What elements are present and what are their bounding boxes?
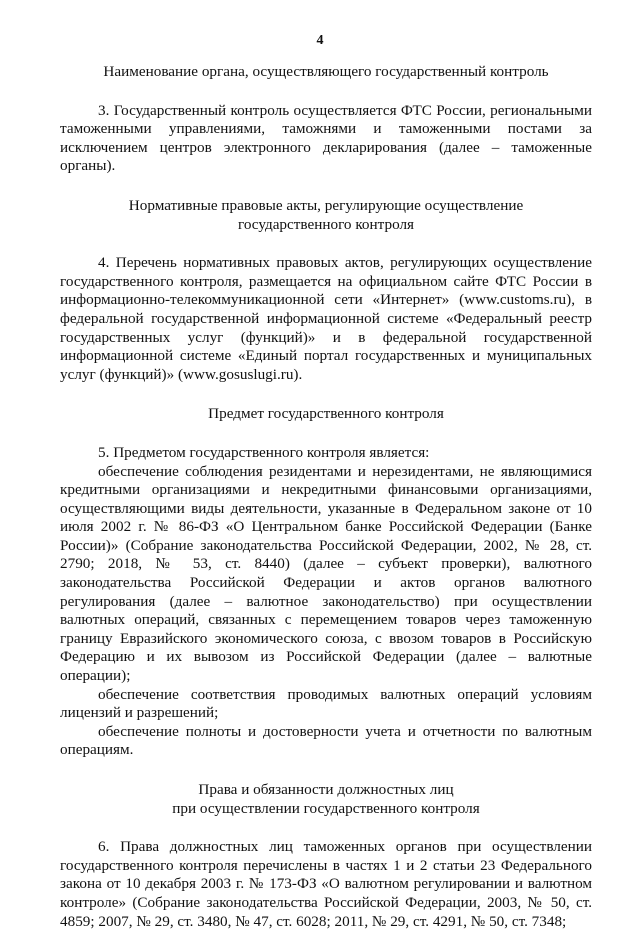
paragraph-3: 3. Государственный контроль осуществляется ФТС России, региональными таможенными управлениями, таможнями и таможенными постами за исключением центров электронного декларирования (далее – таможенные органы). (60, 101, 592, 175)
paragraph-5: 5. Предметом государственного контроля является: (98, 443, 430, 461)
document-body (60, 63, 592, 931)
section-heading-legal-acts (60, 197, 592, 234)
heading-line: государственного контроля (237, 215, 415, 233)
paragraph-6: 6. Права должностных лиц таможенных органов при осуществлении государственного контроля перечислены в частях 1 и 2 статьи 23 Федерального закона от 10 декабря 2003 г. № 173-ФЗ «О валютном регулировании и валютном контроле» (Собрание законодательства Российской Федерации, 2003, № 50, ст. 4859; 2007, № 29, ст. 3480, № 47, ст. 6028; 2011, № 29, ст. 4291, № 50, ст. 7348; (60, 838, 592, 930)
heading-line: при осуществлении государственного контроля (172, 799, 480, 817)
section-heading-subject (60, 405, 592, 424)
paragraph-4: 4. Перечень нормативных правовых актов, регулирующих осуществление государственного контроля, размещается на официальном сайте ФТС России в информационно-телекоммуникационной сети «Интернет» (www.customs.ru), в федеральной государственной информационной системе «Федеральный реестр государственных услуг (функций)» и в федеральной государственной информационной системе «Единый портал государственных и муниципальных услуг (функций)» (www.gosuslugi.ru). (60, 254, 592, 383)
paragraph-5-item-3: обеспечение полноты и достоверности учета и отчетности по валютным операциям. (60, 722, 592, 759)
heading-line: Нормативные правовые акты, регулирующие осуществление (128, 196, 524, 214)
heading-line: Наименование органа, осуществляющего государственный контроль (103, 63, 549, 80)
section-heading-authority (60, 63, 592, 82)
section-heading-rights (60, 781, 592, 818)
heading-line: Предмет государственного контроля (208, 405, 444, 423)
paragraph-5-item-2: обеспечение соответствия проводимых валютных операций условиям лицензий и разрешений; (60, 685, 592, 722)
heading-line: Права и обязанности должностных лиц (198, 781, 454, 798)
page-number: 4 (316, 33, 324, 48)
paragraph-5-item-1: обеспечение соблюдения резидентами и нерезидентами, не являющимися кредитными организациями и некредитными финансовыми организациями, осуществляющими виды деятельности, указанные в Федеральном законе от 10 июля 2002 г. № 86-ФЗ «О Центральном банке Российской Федерации (Банке России)» (Собрание законодательства Российской Федерации, 2002, № 28, ст. 2790; 2018, № 53, ст. 8440) (далее – субъект проверки), валютного законодательства Российской Федерации и актов органов валютного регулирования (далее – валютное законодательство) при осуществлении валютных операций, связанных с перемещением товаров через таможенную границу Евразийского экономического союза, с ввозом товаров в Российскую Федерацию и их вывозом из Российской Федерации (далее – валютные операции); (60, 462, 592, 685)
